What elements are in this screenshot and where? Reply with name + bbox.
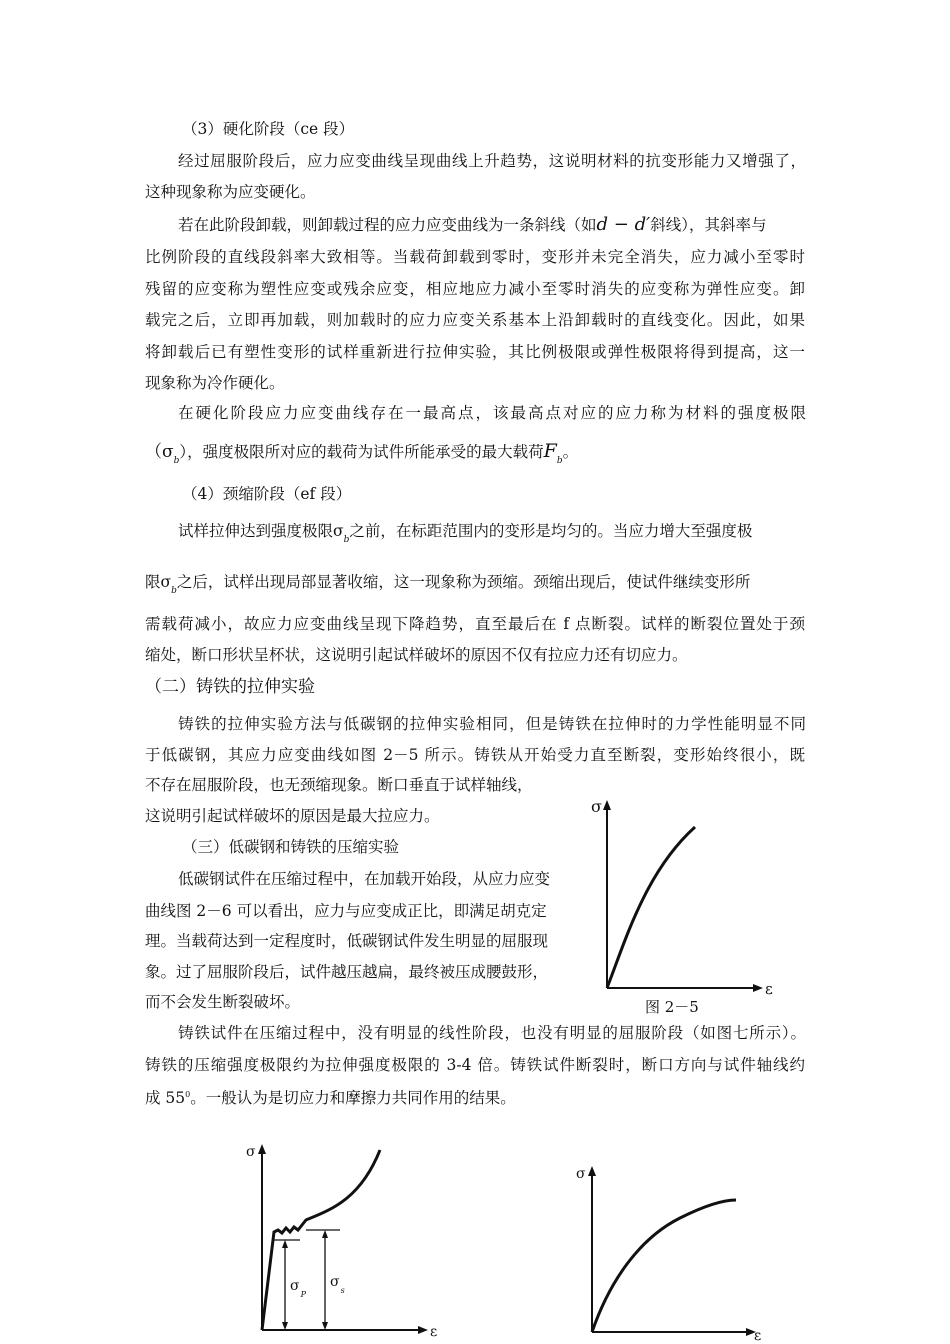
subscript: b: [343, 535, 350, 545]
paragraph-line: 现象称为冷作硬化。: [145, 374, 285, 392]
fig7-x-axis-label: ε: [754, 1328, 762, 1344]
paragraph-line: 比例阶段的直线段斜率大致相等。当载荷卸载到零时，变形并未完全消失，应力减小至零时: [145, 248, 805, 266]
text-span: 之后，试样出现局部显著收缩，这一现象称为颈缩。颈缩出现后，使试件继续变形所: [176, 573, 751, 591]
subscript: P: [300, 1290, 306, 1299]
paragraph-line: 铸铁试件在压缩过程中，没有明显的线性阶段，也没有明显的屈服阶段（如图七所示）。: [178, 1024, 806, 1042]
subscript: b: [171, 586, 177, 596]
paragraph-line: 而不会发生断裂破坏。: [145, 993, 301, 1011]
section-3-heading: （3）硬化阶段（ce 段）: [182, 120, 355, 138]
paragraph-line: [145, 1084, 516, 1109]
paragraph-line: 需载荷减小，故应力应变曲线呈现下降趋势，直至最后在 f 点断裂。试样的断裂位置处于颈: [145, 615, 806, 633]
text-span: 斜线），其斜率与: [650, 216, 767, 234]
sigma-symbol: σ: [290, 1278, 300, 1294]
paragraph-line: 缩处，断口形状呈杯状，这说明引起试样破坏的原因不仅有拉应力还有切应力。: [145, 646, 688, 664]
paragraph-line: 这说明引起试样破坏的原因是最大拉应力。: [145, 807, 440, 825]
fig26-x-axis-label: ε: [430, 1324, 438, 1340]
fig26-y-arrow: [258, 1144, 266, 1154]
fig26-x-arrow: [418, 1326, 428, 1334]
text-span: 。: [562, 443, 579, 461]
part-2-heading: （二）铸铁的拉伸实验: [145, 677, 315, 697]
formula-d-d-prime: d − d′: [596, 214, 651, 235]
paragraph-line: [145, 571, 750, 602]
part-3-heading: （三）低碳钢和铸铁的压缩实验: [182, 838, 400, 856]
figure-2-6: [240, 1140, 450, 1340]
paragraph-line: [178, 214, 766, 236]
fig26-y-axis-label: σ: [246, 1144, 256, 1160]
subscript: s: [340, 1286, 345, 1295]
subscript: b: [173, 456, 180, 466]
figure-7: [570, 1160, 780, 1344]
paragraph-line: 铸铁的压缩强度极限约为拉伸强度极限的 3-4 倍。铸铁试件断裂时，断口方向与试件轴线约: [145, 1056, 805, 1074]
fig26-sigma-p-arrow-up: [282, 1240, 288, 1248]
paragraph-line: [178, 520, 752, 551]
fig25-caption: 图 2－5: [645, 998, 699, 1016]
paragraph-line: 在硬化阶段应力应变曲线存在一最高点，该最高点对应的应力称为材料的强度极限: [178, 404, 806, 422]
fig25-y-arrow: [603, 800, 611, 810]
paragraph-line: [145, 440, 578, 472]
fig26-sigma-s-label: [330, 1274, 345, 1295]
paragraph-line: 曲线图 2－6 可以看出，应力与应变成正比，即满足胡克定: [145, 902, 547, 920]
text-span: 限σ: [145, 573, 172, 591]
paragraph-line: 不存在屈服阶段，也无颈缩现象。断口垂直于试样轴线，: [145, 776, 533, 794]
paragraph-line: 于低碳钢，其应力应变曲线如图 2－5 所示。铸铁从开始受力直至断裂，变形始终很小，既: [145, 746, 805, 764]
paragraph-line: 残留的应变称为塑性应变或残余应变，相应地应力减小至零时消失的应变称为弹性应变。卸: [145, 280, 805, 298]
paragraph-line: 载完之后，立即再加载，则加载时的应力应变关系基本上沿卸载时的直线变化。因此，如果: [145, 311, 805, 329]
text-span: 若在此阶段卸载，则卸载过程的应力应变曲线为一条斜线（如: [178, 216, 597, 234]
paragraph-line: 低碳钢试件在压缩过程中，在加载开始段，从应力应变: [178, 870, 551, 888]
fig26-sigma-p-arrow-down: [282, 1322, 288, 1330]
fig26-sigma-s-arrow-down: [322, 1322, 328, 1330]
subscript: b: [556, 456, 563, 466]
paragraph-line: 理。当载荷达到一定程度时，低碳钢试件发生明显的屈服现: [145, 932, 549, 950]
text-span: 成 55: [145, 1089, 186, 1108]
fig25-y-axis-label: σ: [591, 797, 602, 816]
paragraph-line: 将卸载后已有塑性变形的试样重新进行拉伸实验，其比例极限或弹性极限将得到提高，这一: [145, 343, 805, 361]
paragraph-line: 铸铁的拉伸实验方法与低碳钢的拉伸实验相同，但是铸铁在拉伸时的力学性能明显不同: [178, 715, 806, 733]
text-span: 试样拉伸达到强度极限σ: [178, 522, 344, 540]
figure-2-5: [585, 792, 785, 1022]
sigma-symbol: （σ: [145, 442, 174, 462]
section-4-heading: （4）颈缩阶段（ef 段）: [182, 485, 352, 503]
fig25-x-axis-label: ε: [765, 980, 773, 998]
paragraph-line: 这种现象称为应变硬化。: [145, 183, 316, 201]
fig7-y-arrow: [588, 1166, 596, 1176]
force-symbol: F: [543, 440, 557, 462]
fig7-y-axis-label: σ: [576, 1166, 586, 1182]
paragraph-line: 经过屈服阶段后，应力应变曲线呈现曲线上升趋势，这说明材料的抗变形能力又增强了，: [178, 152, 806, 170]
fig7-stress-strain-curve: [592, 1200, 736, 1332]
sigma-symbol: σ: [330, 1274, 340, 1290]
fig25-x-arrow: [753, 984, 763, 992]
text-span: 。一般认为是切应力和摩擦力共同作用的结果。: [190, 1089, 516, 1108]
degree-mark: 0: [185, 1090, 191, 1099]
text-span: ），强度极限所对应的载荷为试件所能承受的最大载荷: [179, 443, 544, 461]
fig25-stress-strain-curve: [607, 827, 695, 988]
fig26-sigma-p-label: [290, 1278, 307, 1299]
text-span: 之前，在标距范围内的变形是均匀的。当应力增大至强度极: [349, 522, 753, 540]
paragraph-line: 象。过了屈服阶段后，试件越压越扁，最终被压成腰鼓形，: [145, 963, 549, 981]
fig26-sigma-s-arrow-up: [322, 1230, 328, 1238]
